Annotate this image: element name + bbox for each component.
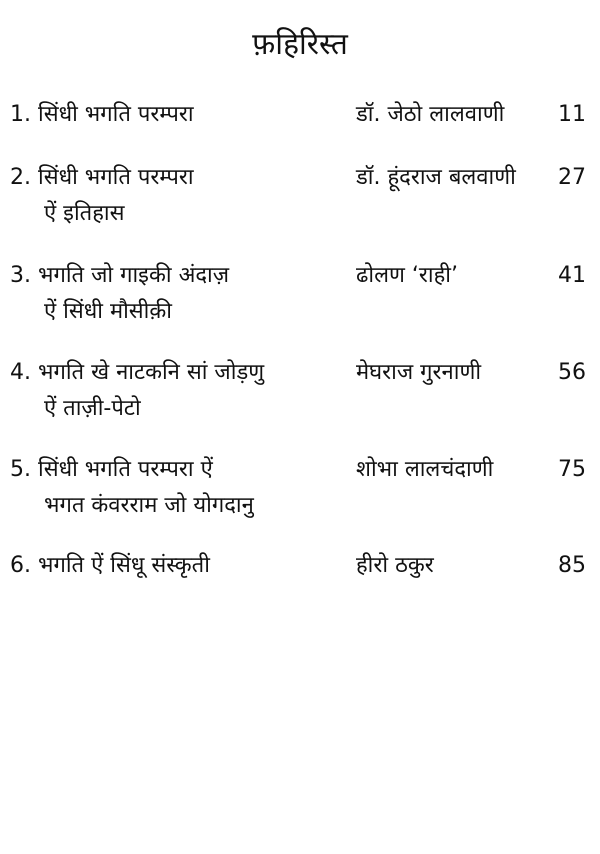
- entry-page-number: 56: [558, 360, 586, 385]
- entry-number: 2.: [10, 165, 31, 190]
- entry-title-line1: भगति जो गाइकी अंदाज़: [38, 263, 230, 288]
- entry-author: मेघराज गुरनाणी: [356, 360, 482, 385]
- entry-title-line2: ऐं इतिहास: [44, 201, 125, 226]
- entry-author: डॉ. हूंदराज बलवाणी: [356, 165, 516, 190]
- entry-page-number: 75: [558, 457, 586, 482]
- entry-author: हीरो ठकुर: [356, 553, 434, 578]
- entry-author: ढोलण ‘राही’: [356, 263, 458, 288]
- entry-number: 5.: [10, 457, 31, 482]
- entry-page-number: 41: [558, 263, 586, 288]
- entry-number: 4.: [10, 360, 31, 385]
- entry-page-number: 27: [558, 165, 586, 190]
- entry-title-line2: भगत कंवरराम जो योगदानु: [44, 493, 254, 518]
- entry-author: डॉ. जेठो लालवाणी: [356, 102, 505, 127]
- entry-page-number: 85: [558, 553, 586, 578]
- entry-page-number: 11: [558, 102, 586, 127]
- entry-number: 6.: [10, 553, 31, 578]
- entry-title-line1: सिंधी भगति परम्परा: [38, 102, 194, 127]
- entry-title-line1: भगति खे नाटकनि सां जोड़णु: [38, 360, 265, 385]
- entry-title-line1: सिंधी भगति परम्परा ऐं: [38, 457, 213, 482]
- entry-title-line2: ऐं ताज़ी-पेटो: [44, 396, 141, 421]
- entry-title-line1: सिंधी भगति परम्परा: [38, 165, 194, 190]
- entry-number: 1.: [10, 102, 31, 127]
- entry-number: 3.: [10, 263, 31, 288]
- page-title: फ़हिरिस्त: [252, 27, 348, 62]
- entry-title-line1: भगति ऐं सिंधू संस्कृती: [38, 553, 210, 578]
- entry-author: शोभा लालचंदाणी: [356, 457, 494, 482]
- entry-title-line2: ऐं सिंधी मौसीक़ी: [44, 299, 172, 324]
